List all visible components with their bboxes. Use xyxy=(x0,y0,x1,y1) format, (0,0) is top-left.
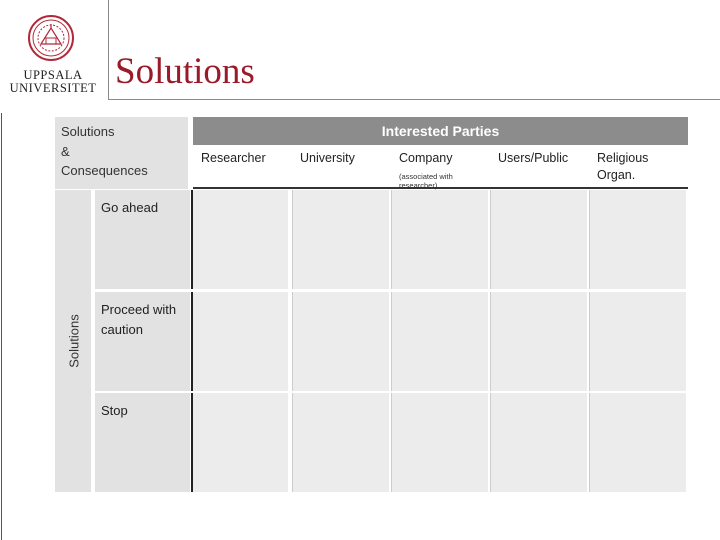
uppsala-logo xyxy=(0,0,110,100)
interested-parties-header: Interested Parties xyxy=(193,117,688,145)
table-cell[interactable] xyxy=(292,190,389,289)
row-axis-label xyxy=(55,190,93,492)
column-label: Researcher xyxy=(201,151,266,165)
column-header-users-public xyxy=(490,146,589,189)
table-cell[interactable] xyxy=(490,190,587,289)
row-axis-label-text: Solutions xyxy=(66,314,82,368)
corner-label: Solutions & Consequences xyxy=(61,124,148,178)
table-corner-cell xyxy=(55,117,190,189)
table-cell[interactable] xyxy=(391,393,488,492)
column-header-religious-organ xyxy=(589,146,688,189)
row-label-proceed-with-caution: Proceed with caution xyxy=(95,292,190,391)
logo-text-universitet: UNIVERSITET xyxy=(9,81,97,95)
column-header-researcher xyxy=(193,146,292,189)
left-edge-rule xyxy=(1,113,2,540)
logo-text-uppsala: UPPSALA xyxy=(23,68,83,82)
row-label-go-ahead: Go ahead xyxy=(95,190,190,289)
column-label: Users/Public xyxy=(498,151,569,165)
column-label: University xyxy=(300,151,355,165)
header-horizontal-divider xyxy=(108,99,720,100)
table-cell[interactable] xyxy=(391,190,488,289)
table-cell[interactable] xyxy=(292,292,389,391)
table-cell[interactable] xyxy=(191,292,288,391)
row-label-stop: Stop xyxy=(95,393,190,492)
table-cell[interactable] xyxy=(191,393,288,492)
table-cell[interactable] xyxy=(589,393,686,492)
table-cell[interactable] xyxy=(589,292,686,391)
column-sublabel: (associated with researcher) xyxy=(399,172,453,190)
table-cell[interactable] xyxy=(292,393,389,492)
table-cell[interactable] xyxy=(589,190,686,289)
column-header-company xyxy=(391,146,490,189)
header-vertical-divider xyxy=(108,0,109,100)
table-cell[interactable] xyxy=(391,292,488,391)
slide-title: Solutions xyxy=(115,51,255,92)
column-label: Religious Organ. xyxy=(597,151,649,182)
column-header-university xyxy=(292,146,391,189)
table-cell[interactable] xyxy=(490,292,587,391)
column-label: Company xyxy=(399,151,453,165)
university-seal-icon xyxy=(27,14,75,62)
table-cell[interactable] xyxy=(490,393,587,492)
table-cell[interactable] xyxy=(191,190,288,289)
